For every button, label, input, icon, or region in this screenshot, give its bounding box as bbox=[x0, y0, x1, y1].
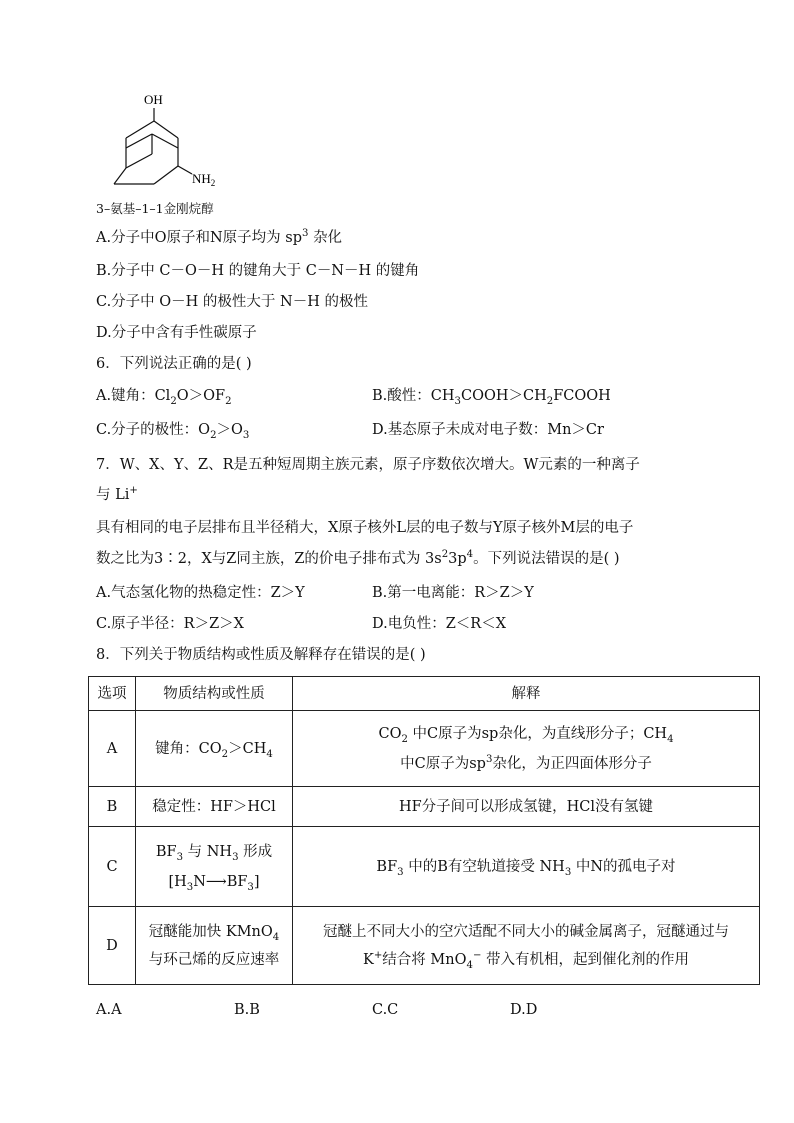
row-b-option: B bbox=[89, 787, 136, 827]
q7-stem-line4: 数之比为3∶2，X与Z同主族，Z的价电子排布式为 $3s^23p^4$。下列说法错误的是( ) bbox=[96, 549, 620, 567]
row-a-explanation: $CO_2$ 中C原子为sp杂化，为直线形分子；$CH_4$ 中C原子为$sp^3$杂化，为正四面体形分子 bbox=[293, 711, 760, 787]
row-d-property: 冠醚能加快 KMnO$_4$ 与环己烯的反应速率 bbox=[136, 907, 293, 985]
row-d-option: D bbox=[89, 907, 136, 985]
q5-option-d[interactable]: D.分子中含有手性碳原子 bbox=[96, 325, 257, 341]
q7-stem-line1: 7．W、X、Y、Z、R是五种短周期主族元素，原子序数依次增大。W元素的一种离子 bbox=[96, 457, 640, 473]
table-row bbox=[89, 827, 760, 907]
q7-option-c[interactable]: C.原子半径：R＞Z＞X bbox=[96, 616, 245, 632]
bond-line bbox=[178, 166, 192, 174]
q7-stem-line2: 与 Li+ bbox=[96, 485, 138, 503]
q5-option-c[interactable]: C.分子中 O－H 的极性大于 N－H 的极性 bbox=[96, 294, 368, 310]
adamantane-structure-diagram bbox=[104, 88, 234, 193]
table-row bbox=[89, 907, 760, 985]
row-a-option: A bbox=[89, 711, 136, 787]
q5-option-b[interactable]: B.分子中 C－O－H 的键角大于 C－N－H 的键角 bbox=[96, 263, 420, 279]
q6-option-b[interactable]: B.酸性：$CH_3COOH>CH_2FCOOH$ bbox=[372, 388, 611, 407]
row-d-explanation: 冠醚上不同大小的空穴适配不同大小的碱金属离子，冠醚通过与 K+结合将 MnO$_4$− 带入有机相，起到催化剂的作用 bbox=[293, 907, 760, 985]
q7-option-b[interactable]: B.第一电离能：R＞Z＞Y bbox=[372, 585, 534, 601]
q8-stem: 8．下列关于物质结构或性质及解释存在错误的是( ) bbox=[96, 647, 426, 663]
row-b-property: 稳定性：HF＞HCl bbox=[136, 787, 293, 827]
q7-stem-line3: 具有相同的电子层排布且半径稍大，X原子核外L层的电子数与Y原子核外M层的电子 bbox=[96, 520, 634, 536]
molecule-caption: 3–氨基–1–1金刚烷醇 bbox=[96, 201, 214, 216]
header-explanation: 解释 bbox=[293, 677, 760, 711]
row-c-option: C bbox=[89, 827, 136, 907]
q8-table bbox=[88, 676, 760, 985]
table-row bbox=[89, 787, 760, 827]
q8-option-d[interactable]: D.D bbox=[510, 1002, 538, 1018]
row-c-property: $BF_3$ 与 $NH_3$ 形成 $[H_3N⟶BF_3]$ bbox=[136, 827, 293, 907]
row-a-property: 键角：$CO_2>CH_4$ bbox=[136, 711, 293, 787]
q8-option-c[interactable]: C.C bbox=[372, 1002, 399, 1018]
q6-option-a[interactable]: A.键角：$Cl_2O>OF_2$ bbox=[96, 388, 232, 407]
nh2-label: $NH_2$ bbox=[192, 171, 216, 188]
q7-option-d[interactable]: D.电负性：Z＜R＜X bbox=[372, 616, 507, 632]
row-b-explanation: HF分子间可以形成氢键，HCl没有氢键 bbox=[293, 787, 760, 827]
header-property: 物质结构或性质 bbox=[136, 677, 293, 711]
header-option: 选项 bbox=[89, 677, 136, 711]
bond-line bbox=[154, 166, 178, 184]
q8-option-b[interactable]: B.B bbox=[234, 1002, 260, 1018]
bond-line bbox=[152, 134, 178, 148]
table-header-row bbox=[89, 677, 760, 711]
complex-formula: $[H_3N⟶BF_3]$ bbox=[168, 873, 260, 893]
oh-label: OH bbox=[144, 92, 163, 107]
q6-option-d[interactable]: D.基态原子未成对电子数：Mn＞Cr bbox=[372, 422, 604, 438]
q6-stem: 6．下列说法正确的是( ) bbox=[96, 356, 252, 372]
table-row bbox=[89, 711, 760, 787]
q8-option-a[interactable]: A.A bbox=[96, 1002, 122, 1018]
q5-option-a[interactable]: A.分子中O原子和N原子均为 $sp^3$ 杂化 bbox=[96, 228, 343, 246]
q7-option-a[interactable]: A.气态氢化物的热稳定性：Z＞Y bbox=[96, 585, 305, 601]
q6-option-c[interactable]: C.分子的极性：$O_2>O_3$ bbox=[96, 422, 250, 441]
bond-line bbox=[154, 121, 178, 138]
bond-line bbox=[114, 168, 126, 184]
row-c-explanation: $BF_3$ 中的B有空轨道接受 $NH_3$ 中N的孤电子对 bbox=[293, 827, 760, 907]
bond-line bbox=[126, 154, 152, 168]
